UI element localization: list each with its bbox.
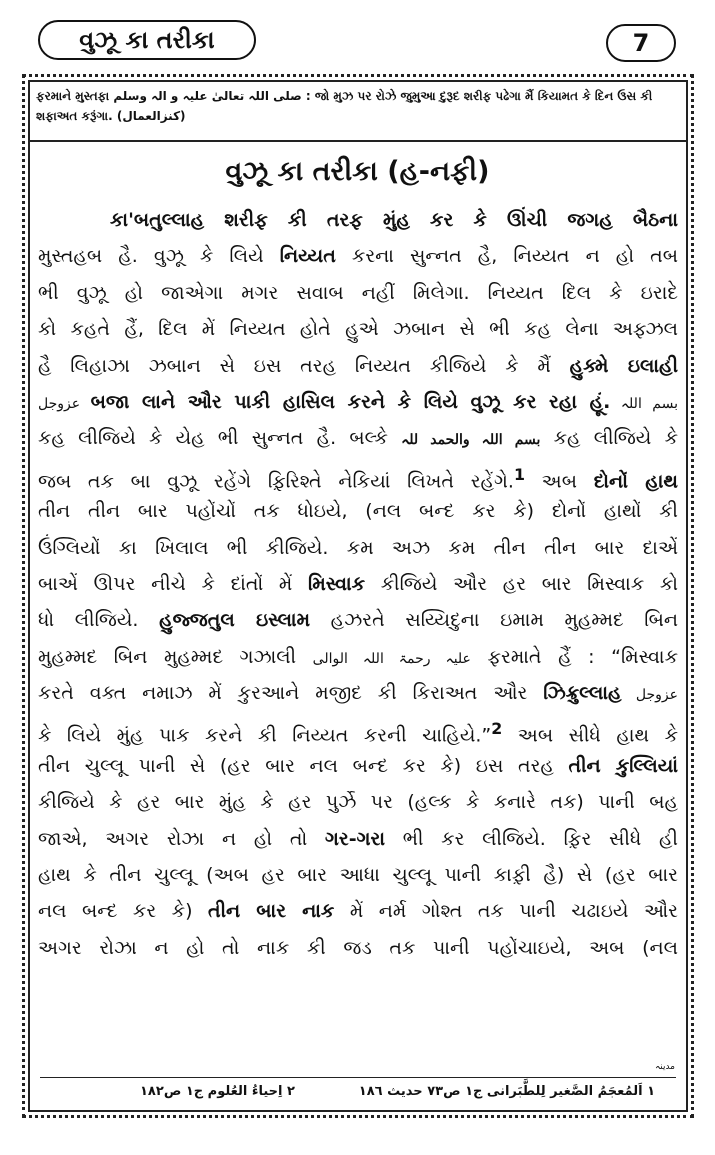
body-line: તીન તીન બાર પહોંચોં તક ધોઇયે, (નલ બન્દ કર કે) દોનોં હાથોં કી — [38, 500, 678, 523]
body-line: બાએં ઊપર નીચે કે દાંતોં મેં મિસ્વાક કીજિયે ઔર હર બાર મિસ્વાક કો — [38, 572, 678, 595]
body-line: કીજિયે કે હર બાર મુંહ કે હર પુર્ઝે પર (હલ્ક કે કનારે તક) પાની બહ — [38, 791, 678, 814]
body-line: કે લિયે મુંહ પાક કરને કી નિય્યત કરની ચાહિયે.”$^2$ અબ સીધે હાથ કે — [38, 719, 678, 747]
page-number: 7 — [606, 24, 676, 62]
footnote-divider — [40, 1077, 676, 1078]
body-line: ઉંગ્લિયોં કા ખિલાલ ભી કીજિયે. કમ અઝ કમ તીન તીન બાર દાએં — [38, 536, 678, 559]
page-title: વુઝૂ કા તરીકા (હ-નફી) — [225, 156, 490, 187]
body-line: કા'બતુલ્લાહ શરીફ કી તરફ મુંહ કર કે ઊંચી જગહ બૈઠના — [110, 209, 678, 231]
body-line: જાએ, અગર રોઝા ન હો તો ગર-ગરા ભી કર લીજિયે. ફ઼િર સીધે હી — [38, 827, 678, 850]
body-line: عزوجل બજા લાને ઔર પાકી હાસિલ કરને કે લિયે વુઝૂ કર રહા હૂં. بسم اللہ — [38, 390, 678, 413]
body-line: ધો લીજિયે. હુજ્જતુલ ઇસ્લામ હઝરતે સય્યિદુના ઇમામ મુહમ્મદ બિન — [38, 609, 678, 632]
body-line: તીન ચુલ્લૂ પાની સે (હર બાર નલ બન્દ કર કે) ઇસ તરહ તીન કુલ્લિયાં — [38, 754, 678, 777]
notice-divider — [28, 140, 688, 142]
body-line: કહ લીજિયે કે યેહ ભી સુન્નત હૈ. બલ્કે بسم اللہ والحمد للہ કહ લીજિયે કે — [38, 427, 678, 450]
hadith-notice — [36, 86, 676, 126]
body-line: ભી વુઝૂ હો જાએગા મગર સવાબ નહીં મિલેગા. નિય્યત દિલ કે ઇરાદે — [38, 281, 678, 304]
footer-marker: مدینہ — [654, 1062, 675, 1072]
body-line: નલ બન્દ કર કે) તીન બાર નાક મેં નર્મ ગોશ્ત તક પાની ચઢાઇયે ઔર — [38, 900, 678, 923]
body-line: કો કહતે હૈં, દિલ મેં નિય્યત હોતે હુએ ઝબાન સે ભી કહ લેના અફ્ઝલ — [38, 318, 678, 341]
chapter-header: વુઝૂ કા તરીકા — [38, 20, 256, 60]
notice-line-2: શફાઅત કરૂંગા. (کنزالعمال) — [36, 109, 186, 123]
body-line: હૈ લિહાઝા ઝબાન સે ઇસ તરહ નિય્યત કીજિયે કે મૈં હુક્મે ઇલાહી — [38, 354, 678, 377]
footnote-2: ٢ اِحیاءُ العُلوم ج١ ص١٨٢ — [140, 1084, 295, 1099]
body-line: હાથ કે તીન ચુલ્લૂ (અબ હર બાર આધા ચુલ્લૂ પાની કાફ઼ી હૈ) સે (હર બાર — [38, 864, 678, 887]
body-line: અગર રોઝા ન હો તો નાક કી જડ તક પાની પહોંચાઇયે, અબ (નલ — [38, 936, 678, 959]
footnote-1: ١ اَلمُعجَمُ الصَّغیر لِلطَّبَرانی ج١ ص٧٣ حدیث ١٨٦ — [358, 1084, 655, 1099]
body-line: મુસ્તહબ હૈ. વુઝૂ કે લિયે નિય્યત કરના સુન્નત હૈ, નિય્યત ન હો તબ — [38, 245, 678, 268]
body-text — [38, 202, 678, 966]
body-line: કરતે વક્ત નમાઝ મેં કુરઆને મજીદ કી કિરાઅત ઔર ઝિક્રુલ્લાહ عزوجل — [38, 682, 678, 705]
notice-line-1: ફરમાને મુસ્તફા صلی اللہ تعالیٰ علیہ و الہ وسلم : જો મુઝ પર રોઝે જુમુઆ દુરૂદ શરીફ પઢેગા મૈં કિયામત કે દિન ઉસ કી — [36, 89, 653, 103]
body-line: મુહમ્મદ બિન મુહમ્મદ ગઝાલી علیہ رحمۃ اللہ الوالی ફરમાતે હૈં : “મિસ્વાક — [38, 645, 678, 668]
body-line: જબ તક બા વુઝૂ રહેંગે ફ઼િરિશ્તે નેકિયાં લિખતે રહેંગે.$^1$ અબ દોનોં હાથ — [38, 464, 678, 493]
